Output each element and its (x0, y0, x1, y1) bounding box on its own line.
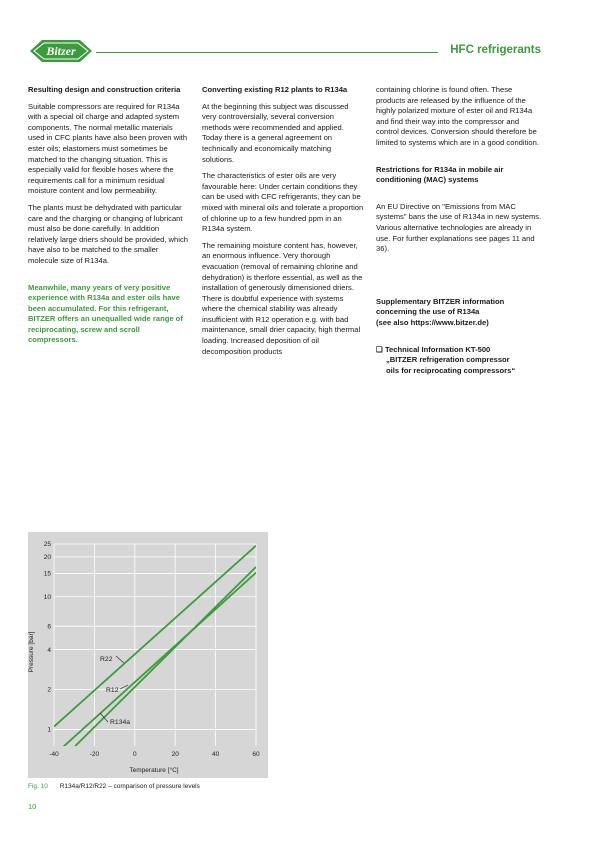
paragraph: An EU Directive on "Emissions from MAC systems" bans the use of R134a in new systems. Various alternative technologies are already in use. For further explanations see pages 11 and 36). (376, 201, 542, 254)
paragraph: The plants must be dehydrated with particular care and the charging or changing of lubricant must also be done carefully. In addition relatively large driers should be provided, which have also to be matched to the smaller molecule size of R134a. (28, 202, 188, 265)
plot-background (28, 532, 268, 778)
y-tick-label: 4 (47, 646, 51, 654)
column-1 (28, 85, 188, 352)
info-subheading: (see also https://www.bitzer.de) (376, 317, 489, 327)
column-3 (376, 85, 542, 376)
heading-mac-restrictions: Restrictions for R134a in mobile air conditioning (MAC) systems (376, 164, 504, 185)
paragraph: Suitable compressors are required for R134a with a special oil charge and adapted system components. The normal metallic materials used in CFC plants have also been proven with ester oils; elastomers must sometimes be matched to the changing situation. This is especially valid for flexible hoses where the requirements call for a minimum residual moisture content and low permeability. (28, 101, 188, 196)
x-tick-label: 40 (211, 751, 220, 758)
bullet-line: oils for reciprocating compressors“ (386, 365, 516, 375)
y-tick-label: 2 (47, 686, 51, 694)
series-label-r134a: R134a (110, 719, 131, 726)
paragraph: The remaining moisture content has, however, an enormous influence. Very thorough evacuation (removal of remaining chlorine and dehydration) is therfore essential, as well as the installation of generously dimensioned driers. There is doubtful experience with systems where the chemical stability was already insufficient with R12 operation e.g. with bad maintenance, small drier capacity, high thermal loading. Increased deposition of oil decomposition products (202, 240, 363, 356)
info-bullet (376, 345, 542, 377)
bullet-line: „BITZER refrigeration compressor (386, 355, 510, 365)
x-axis-label: Temperature [°C] (129, 767, 179, 774)
paragraph: At the beginning this subject was discussed very controversially, several conversion methods were recommended and applied. Today there is a general agreement on technically and economically matching solutions. (202, 101, 349, 164)
header-rule (96, 52, 438, 53)
y-tick-label: 20 (43, 554, 51, 562)
y-axis-label: Pressure [bar] (28, 631, 35, 673)
section-title: HFC refrigerants (450, 44, 541, 56)
column-2 (202, 85, 364, 363)
bitzer-logo (28, 37, 94, 65)
pressure-chart (28, 532, 268, 778)
highlight-paragraph: Meanwhile, many years of very positive experience with R134a and ester oils have been accumulated. For this refrigerant, BITZER offers an unequalled wide range of reciprocating, screw and scroll compressors. (28, 282, 183, 345)
page-number: 10 (28, 802, 37, 811)
y-tick-label: 25 (43, 541, 51, 549)
x-tick-label: 0 (132, 751, 137, 758)
paragraph: containing chlorine is found often. These products are released by the influence of the highly polarized mixture of ester oil and R134a and find their way into the compressor and control devices. Conversion should therefore be limited to systems which are in a good condition. (376, 85, 539, 147)
figure-number: Fig. 10 (28, 783, 48, 790)
series-label-r22: R22 (100, 656, 113, 663)
paragraph: The characteristics of ester oils are very favourable here: Under certain conditions they can be used with CFC refrigerants, they can be mixed with mineral oils and tolerate a proportion of chlorine up to a few hundred ppm in an R134a system. (202, 171, 364, 234)
x-tick-label: 20 (171, 751, 179, 758)
y-tick-label: 6 (47, 623, 51, 631)
heading-design-criteria: Resulting design and construction criteria (28, 85, 181, 94)
heading-converting-r12: Converting existing R12 plants to R134a (202, 85, 348, 94)
x-tick-label: 60 (252, 751, 260, 758)
y-tick-label: 15 (43, 570, 51, 578)
figure-caption-text: R134a/R12/R22 – comparison of pressure levels (59, 783, 200, 790)
x-tick-label: -20 (89, 751, 100, 758)
series-label-r12: R12 (106, 687, 119, 694)
y-tick-label: 10 (43, 593, 51, 601)
x-tick-label: -40 (49, 751, 59, 758)
bullet-line: Technical Information KT-500 (384, 344, 491, 354)
logo-text: Bitzer (46, 44, 76, 58)
y-tick-label: 1 (47, 726, 51, 734)
figure-caption (28, 783, 200, 790)
checkbox-icon: ❑ (376, 344, 383, 354)
info-heading: Supplementary BITZER information concerning the use of R134a (376, 296, 505, 317)
